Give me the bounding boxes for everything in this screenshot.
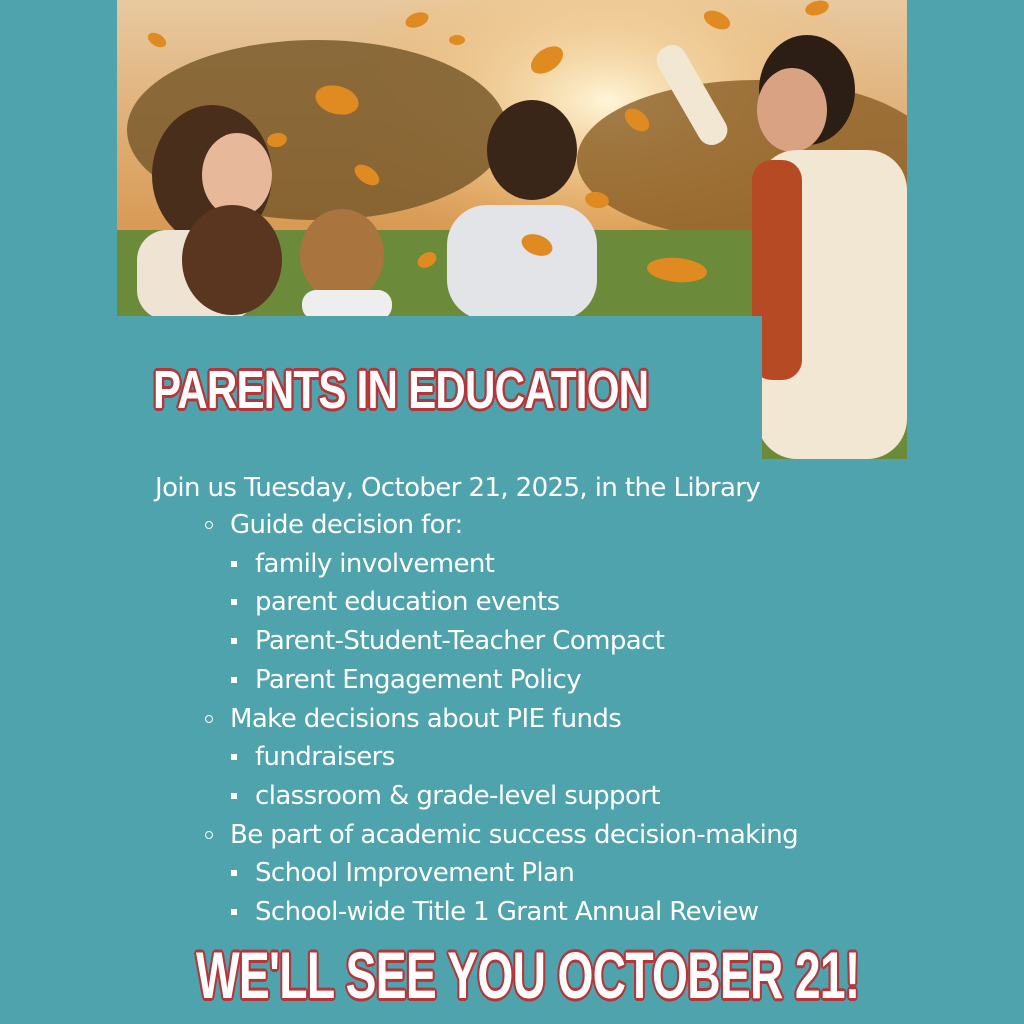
agenda-subitem: School Improvement Plan bbox=[155, 854, 798, 893]
agenda-item: Be part of academic success decision-making bbox=[155, 816, 798, 855]
closing-banner: WE'LL SEE YOU OCTOBER 21! bbox=[196, 938, 860, 1012]
agenda-subitem: family involvement bbox=[155, 545, 798, 584]
agenda-subitem: School-wide Title 1 Grant Annual Review bbox=[155, 893, 798, 932]
agenda-subitem: classroom & grade-level support bbox=[155, 777, 798, 816]
agenda-list bbox=[155, 506, 798, 932]
agenda-subitem: Parent-Student-Teacher Compact bbox=[155, 622, 798, 661]
agenda-subitem: Parent Engagement Policy bbox=[155, 661, 798, 700]
agenda-item: Guide decision for: bbox=[155, 506, 798, 545]
event-headline: PARENTS IN EDUCATION bbox=[153, 360, 649, 420]
event-intro: Join us Tuesday, October 21, 2025, in the Library bbox=[155, 473, 761, 503]
agenda-item: Make decisions about PIE funds bbox=[155, 700, 798, 739]
agenda-subitem: parent education events bbox=[155, 583, 798, 622]
agenda-subitem: fundraisers bbox=[155, 738, 798, 777]
